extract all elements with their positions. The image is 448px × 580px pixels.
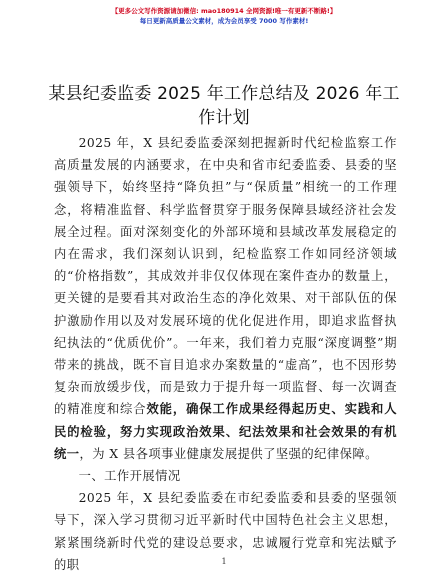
promo-banner: [0, 6, 448, 26]
page-number: 1: [221, 557, 227, 566]
paragraph-section-1: 2025 年，X 县纪委监委在市纪委监委和县委的坚强领导下，深入学习贯彻习近平新时代中国特色社会主义思想，紧紧围绕新时代党的建设总要求，忠诚履行党章和宪法赋予的职: [54, 491, 397, 572]
promo-line-2: 每日更新高质量公文素材，成为会员享受 7000 写作素材!: [139, 17, 309, 25]
section-heading: 一、工作开展情况: [78, 469, 181, 484]
document-title: 某县纪委监委 2025 年工作总结及 2026 年工作计划: [48, 84, 400, 128]
promo-line-1: 【更多公文写作资源请加微信: mao180914 全网资源!唯一有更新不断路!】: [111, 7, 337, 15]
paragraph-intro: [54, 132, 397, 465]
paragraph-intro-text: 2025 年，X 县纪委监委深刻把握新时代纪检监察工作高质量发展的内涵要求，在中央和省市纪委监委、县委的坚强领导下，始终坚持“降负担”与“保质量”相统一的工作理念，将精准监督、科学监督贯穿于服务保障县域经济社会发展全过程。面对深刻变化的外部环境和县域改革发展稳定的内在需求，我们深刻认识到，纪检监察工作如同经济领域的“价格指数”，其成效并非仅仅体现在案件查办的数量上，更关键的是要看其对政治生态的净化效果、对干部队伍的保护激励作用以及对发展环境的优化促进作用，即追求监督执纪执法的“优质优价”。一年来，我们着力克服“深度调整”期带来的挑战，既不盲目追求办案数量的“虚高”，也不因形势复杂而放缓步伐，而是致力于提升每一项监督、每一次调查的精准度和综合: [54, 136, 397, 417]
paragraph-intro-tail: ，为 X 县各项事业健康发展提供了坚强的纪律保障。: [79, 446, 378, 461]
paragraph-intro-bold-text: 效能，确保工作成果经得起历史、实践和人民的检验，努力实现政治效果、纪法效果和社会效果的有机统一: [54, 401, 397, 461]
document-body: [54, 132, 397, 576]
